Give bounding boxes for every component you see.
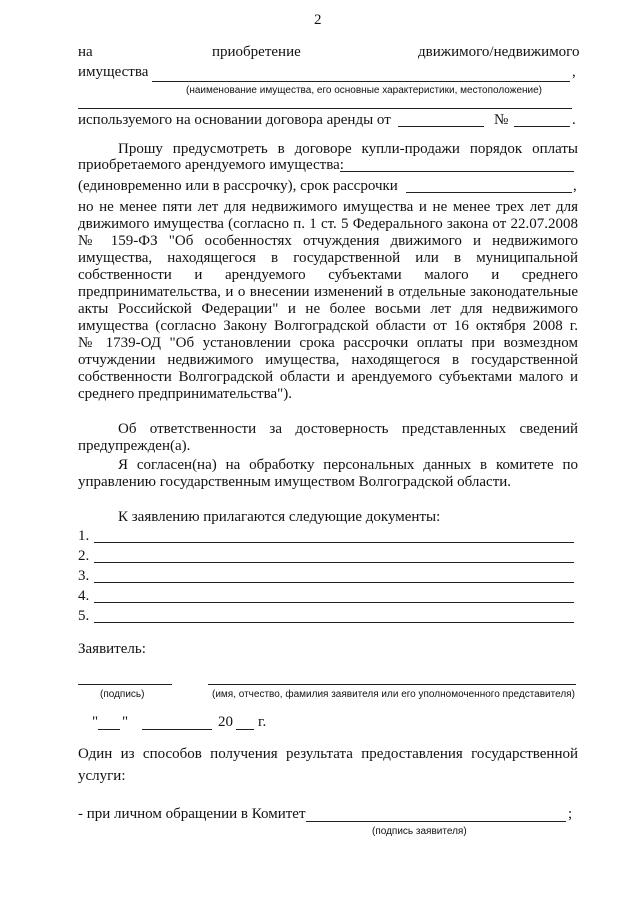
- attachment-field[interactable]: [94, 602, 574, 603]
- property-comma: ,: [572, 64, 576, 80]
- date-quote-close: ": [122, 714, 129, 730]
- result-line-2: услуги:: [78, 768, 126, 784]
- request-body-line: отчуждении недвижимого имущества, находящегося в государственной: [78, 352, 578, 368]
- result-personal-option: - при личном обращении в Комитет: [78, 806, 306, 822]
- result-semicolon: ;: [568, 806, 573, 822]
- header-na: на: [78, 44, 93, 60]
- attachments-title: К заявлению прилагаются следующие документы:: [118, 509, 441, 525]
- header-movable: движимого/недвижимого: [418, 44, 580, 60]
- property-caption: (наименование имущества, его основные характеристики, местоположение): [186, 85, 543, 96]
- property-field-continued[interactable]: [78, 108, 572, 109]
- lease-number-sign: №: [494, 112, 509, 128]
- lease-basis-label: используемого на основании договора аренды от: [78, 112, 391, 128]
- attachment-number: 1.: [78, 528, 90, 544]
- applicant-label: Заявитель:: [78, 641, 146, 657]
- result-signature-field[interactable]: [306, 821, 566, 822]
- date-year-suffix: г.: [258, 714, 267, 730]
- request-body-line: № 159-ФЗ "Об особенностях отчуждения движимого и недвижимого: [78, 233, 578, 249]
- attachment-field[interactable]: [94, 582, 574, 583]
- header-acquisition: приобретение: [212, 44, 301, 60]
- request-line-3-comma: ,: [573, 178, 577, 194]
- applicant-name-field[interactable]: [208, 684, 576, 685]
- attachment-number: 3.: [78, 568, 90, 584]
- consent-line-2: управлению государственным имуществом Волгоградской области.: [78, 474, 512, 490]
- lease-date-field[interactable]: [398, 126, 484, 127]
- date-year-field[interactable]: [236, 729, 254, 730]
- date-quote-open: ": [92, 714, 99, 730]
- property-field[interactable]: [152, 81, 570, 82]
- payment-method-field[interactable]: [340, 171, 574, 172]
- attachment-number: 2.: [78, 548, 90, 564]
- installment-term-field[interactable]: [406, 192, 572, 193]
- page-number: 2: [314, 12, 322, 28]
- responsibility-line-1: Об ответственности за достоверность представленных сведений: [118, 421, 578, 437]
- request-body-line: № 1739-ОД "Об установлении срока рассрочки оплаты при возмездном: [78, 335, 578, 351]
- request-line-2: приобретаемого арендуемого имущества:: [78, 157, 344, 173]
- lease-period: .: [572, 112, 576, 128]
- request-body-line: имущества (согласно Закону Волгоградской области от 16 октября 2008 г.: [78, 318, 578, 334]
- request-line-3: (единовременно или в рассрочку), срок рассрочки: [78, 178, 398, 194]
- request-body-line: предпринимательства, и о внесении изменений в отдельные законодательные: [78, 284, 578, 300]
- signature-caption: (подпись): [100, 689, 145, 700]
- attachment-field[interactable]: [94, 542, 574, 543]
- applicant-name-caption: (имя, отчество, фамилия заявителя или его уполномоченного представителя): [212, 689, 575, 700]
- request-body-line: имущества, находящегося в государственной или в муниципальной: [78, 250, 578, 266]
- responsibility-line-2: предупрежден(а).: [78, 438, 191, 454]
- property-label: имущества: [78, 64, 149, 80]
- request-body-line: движимого имущества (согласно п. 1 ст. 5 Федерального закона от 22.07.2008: [78, 216, 578, 232]
- request-last-line: среднего предпринимательства").: [78, 386, 293, 402]
- lease-number-field[interactable]: [514, 126, 570, 127]
- result-signature-caption: (подпись заявителя): [372, 826, 467, 837]
- request-body-line: собственности Волгоградской области и арендуемого субъектами малого и: [78, 369, 578, 385]
- consent-line-1: Я согласен(на) на обработку персональных данных в комитете по: [118, 457, 578, 473]
- request-line-1: Прошу предусмотреть в договоре купли-продажи порядок оплаты: [118, 141, 578, 157]
- date-year-prefix: 20: [218, 714, 233, 730]
- request-body-line: собственности и арендуемого субъектами малого и среднего: [78, 267, 578, 283]
- attachment-number: 5.: [78, 608, 90, 624]
- attachment-field[interactable]: [94, 622, 574, 623]
- date-month-field[interactable]: [142, 729, 212, 730]
- attachment-number: 4.: [78, 588, 90, 604]
- result-line-1: Один из способов получения результата предоставления государственной: [78, 746, 578, 762]
- request-body-line: но не менее пяти лет для недвижимого имущества и не менее трех лет для: [78, 199, 578, 215]
- request-body-line: акты Российской Федерации" и не более восьми лет для недвижимого: [78, 301, 578, 317]
- date-day-field[interactable]: [98, 729, 120, 730]
- signature-field[interactable]: [78, 684, 172, 685]
- attachment-field[interactable]: [94, 562, 574, 563]
